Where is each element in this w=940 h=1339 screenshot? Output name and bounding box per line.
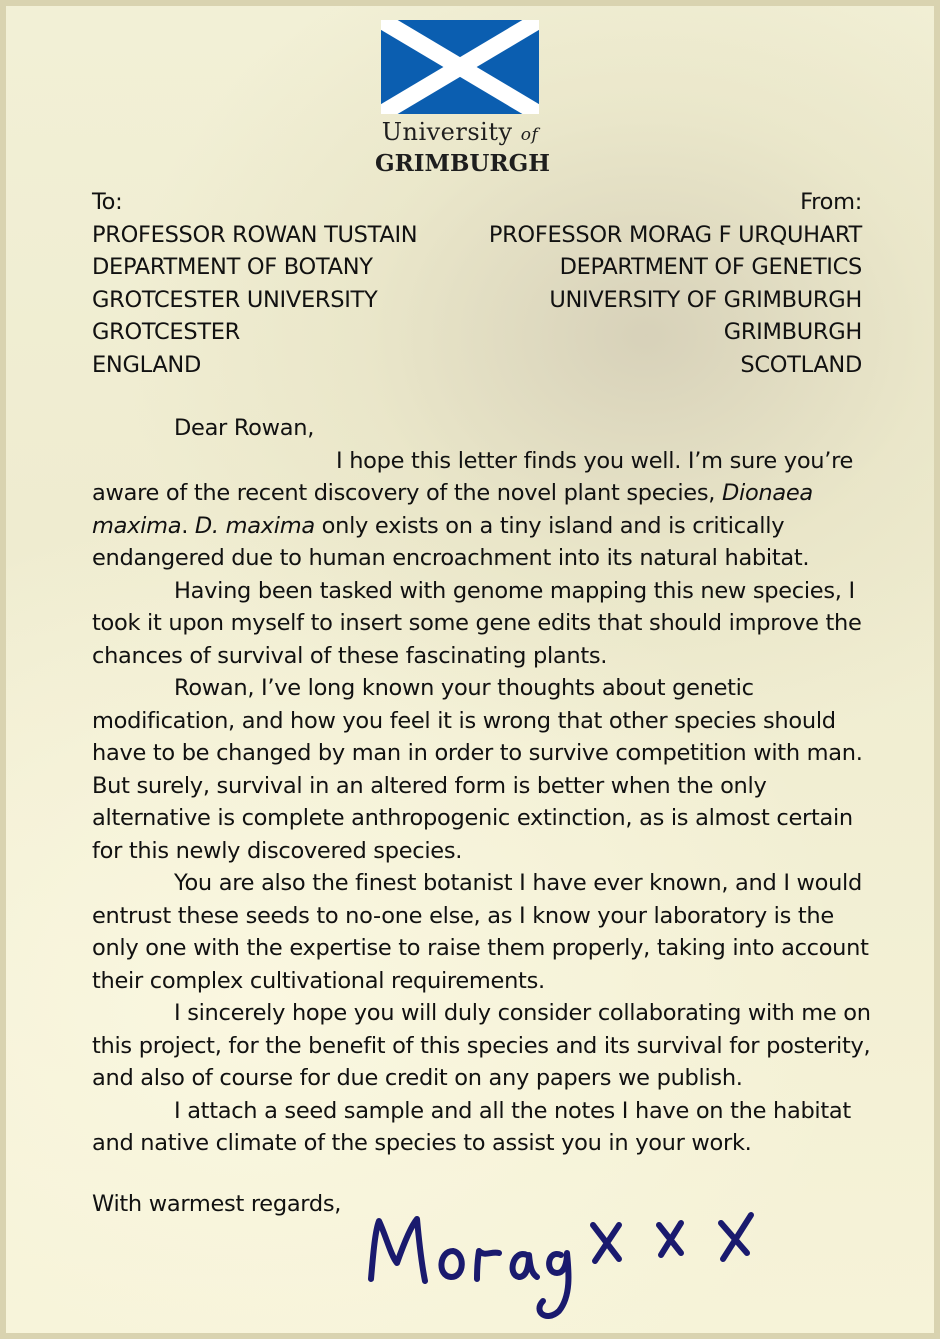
to-line: GROTCESTER UNIVERSITY bbox=[92, 286, 378, 313]
university-word: University bbox=[381, 118, 513, 146]
paragraph-4: You are also the finest botanist I have ever known, and I would entrust these seeds to no-one else, as I know your laboratory is the only one with the expertise to raise them properly, taking into account their complex cultivational requirements. bbox=[92, 870, 869, 994]
from-line: GRIMBURGH bbox=[723, 319, 862, 346]
p1-text-c: only exists on a tiny island and is critically endangered due to human encroachment into its natural habitat. bbox=[92, 512, 810, 571]
sender-address bbox=[489, 186, 862, 382]
from-line: UNIVERSITY OF GRIMBURGH bbox=[549, 286, 862, 313]
species-name: Dionaea maxima bbox=[92, 480, 813, 539]
university-name-line2: GRIMBURGH bbox=[375, 150, 550, 177]
handwritten-signature bbox=[361, 1201, 781, 1326]
letter-body bbox=[92, 412, 872, 1160]
university-of: of bbox=[520, 125, 539, 145]
recipient-address bbox=[92, 186, 417, 382]
from-heading: From: bbox=[800, 189, 862, 215]
paragraph-3: Rowan, I’ve long known your thoughts about genetic modification, and how you feel it is wrong that other species should have to be changed by man in order to survive competition with man. But surely, survival in an altered form is better when the only alternative is complete anthropogenic extinction, as is almost certain for this newly discovered species. bbox=[92, 675, 863, 864]
to-line: GROTCESTER bbox=[92, 319, 241, 346]
closing: With warmest regards, bbox=[92, 1191, 342, 1217]
p1-text-a: I hope this letter finds you well. I’m sure you’re aware of the recent discovery of the novel plant species, bbox=[92, 447, 854, 506]
to-line: PROFESSOR ROWAN TUSTAIN bbox=[92, 221, 418, 248]
to-line: DEPARTMENT OF BOTANY bbox=[92, 254, 373, 281]
p1-text-b: . bbox=[181, 512, 195, 539]
paragraph-6: I attach a seed sample and all the notes I have on the habitat and native climate of the species to assist you in your work. bbox=[92, 1097, 851, 1156]
paragraph-2: Having been tasked with genome mapping this new species, I took it upon myself to insert some gene edits that should improve the chances of survival of these fascinating plants. bbox=[92, 577, 862, 669]
from-line: DEPARTMENT OF GENETICS bbox=[559, 254, 862, 281]
university-name-line1 bbox=[375, 118, 545, 146]
paragraph-1 bbox=[92, 445, 872, 575]
to-line: ENGLAND bbox=[92, 351, 201, 378]
salutation: Dear Rowan, bbox=[174, 415, 315, 441]
paragraph-5: I sincerely hope you will duly consider collaborating with me on this project, for the benefit of this species and its survival for posterity, and also of course for due credit on any papers we publish. bbox=[92, 1000, 871, 1091]
from-line: SCOTLAND bbox=[740, 351, 862, 378]
saltire-flag-icon bbox=[381, 20, 539, 114]
species-abbrev: D. maxima bbox=[194, 512, 315, 539]
to-heading: To: bbox=[92, 189, 123, 215]
from-line: PROFESSOR MORAG F URQUHART bbox=[488, 221, 862, 248]
